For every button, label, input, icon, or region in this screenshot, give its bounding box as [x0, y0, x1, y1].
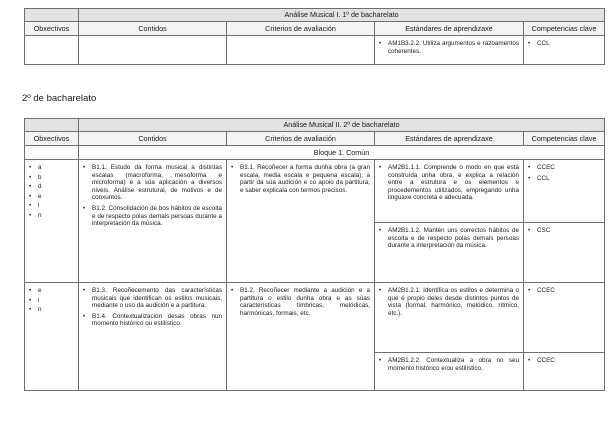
standard-item: • AM2B1.2.1. Identifica os estilos e determina o que é propio deles desde distintos puntos de vista (formal, harmónico, melódico, rítmico, etc.). — [379, 287, 519, 317]
table-corner — [25, 119, 79, 132]
objective-item: • n — [29, 212, 74, 220]
cell-objectives — [25, 36, 79, 65]
standard-item: • AM2B1.2.2. Contextualiza a obra no seu momento histórico e/ou estilístico. — [379, 357, 519, 372]
cell-contents — [79, 283, 227, 391]
standard-item: • AM2B1.1.2. Mantén uns correctos hábitos de escoita e de respecto polas demais persoas durante a interpretación da música. — [379, 227, 519, 250]
content-item: • B1.4. Contextualización desas obras nun momento histórico ou estilístico. — [83, 313, 222, 328]
cell-competences — [524, 283, 605, 353]
header-standards: Estándares de aprendizaxe — [375, 132, 524, 146]
cell-contents — [79, 160, 227, 283]
header-contents: Contidos — [79, 132, 227, 146]
criterion-item: • B1.1. Recoñecer a forma dunha obra (a gran escala, media escala e pequena escala), a partir da súa audición e co apoio da partitura, e saber explicala con termos precisos. — [231, 164, 370, 194]
objective-item: • a — [29, 164, 74, 172]
cell-competences — [524, 223, 605, 283]
table-analise-musical-1 — [24, 8, 605, 65]
table-analise-musical-2 — [24, 118, 605, 391]
objective-item: • b — [29, 174, 74, 182]
table-corner — [25, 9, 79, 22]
cell-standards — [375, 223, 524, 283]
competence-item: • CCEC — [528, 287, 600, 295]
content-item: • B1.2. Consolidación de bos hábitos de escoita e de respecto polas demais persoas durante a interpretación da música. — [83, 205, 222, 228]
cell-standards — [375, 160, 524, 223]
table-title: Análise Musical II. 2º de bacharelato — [79, 119, 605, 132]
header-objectives: Obxectivos — [25, 22, 79, 36]
cell-criteria — [227, 160, 375, 283]
competence-item: • CSC — [528, 227, 600, 235]
header-competences: Competencias clave — [524, 132, 605, 146]
objective-item: • e — [29, 193, 74, 201]
block-spacer — [25, 146, 79, 160]
cell-standards — [375, 353, 524, 391]
section-heading: 2º de bacharelato — [22, 93, 97, 104]
cell-competences — [524, 160, 605, 223]
header-objectives: Obxectivos — [25, 132, 79, 146]
objective-item: • e — [29, 287, 74, 295]
competence-item: • CCL — [528, 40, 600, 48]
cell-objectives — [25, 283, 79, 391]
header-criteria: Criterios de avaliación — [227, 22, 375, 36]
criterion-item: • B1.2. Recoñecer mediante a audición e a partitura o estilo dunha obra e as súas características tímbricas, melódicas, harmónicas, formais, etc. — [231, 287, 370, 317]
objective-item: • n — [29, 306, 74, 314]
cell-objectives — [25, 160, 79, 283]
competence-item: • CCEC — [528, 357, 600, 365]
cell-criteria — [227, 283, 375, 391]
objective-item: • d — [29, 183, 74, 191]
header-standards: Estándares de aprendizaxe — [375, 22, 524, 36]
objective-item: • i — [29, 202, 74, 210]
header-contents: Contidos — [79, 22, 227, 36]
objective-item: • i — [29, 297, 74, 305]
cell-contents — [79, 36, 227, 65]
cell-standards — [375, 283, 524, 353]
block-title: Bloque 1. Común — [79, 146, 605, 160]
header-criteria: Criterios de avaliación — [227, 132, 375, 146]
header-competences: Competencias clave — [524, 22, 605, 36]
cell-standards — [375, 36, 524, 65]
table-title: Análise Musical I. 1º de bacharelato — [79, 9, 605, 22]
standard-item: • AM2B1.1.1. Comprende o modo en que está construída unha obra, e explica a relación entre a estrutura e os elementos e procedementos utilizados, empregando unha linguaxe concreta e adecuada. — [379, 164, 519, 202]
content-item: • B1.1. Estudo da forma musical a distintas escalas (macroforma, mesoforma e microforma) e a súa aplicación a diversos niveis. Análise estrutural, de motivos e de conxuntos. — [83, 164, 222, 202]
competence-item: • CCL — [528, 175, 600, 183]
competence-item: • CCEC — [528, 164, 600, 172]
content-item: • B1.3. Recoñecemento das características musicais que identifican os estilos musicais, mediante o uso da audición e a partitura. — [83, 287, 222, 310]
cell-competences — [524, 36, 605, 65]
cell-criteria — [227, 36, 375, 65]
standard-item: • AM1B3.2.2. Utiliza argumentos e razoamentos coherentes. — [379, 40, 519, 55]
cell-competences — [524, 353, 605, 391]
